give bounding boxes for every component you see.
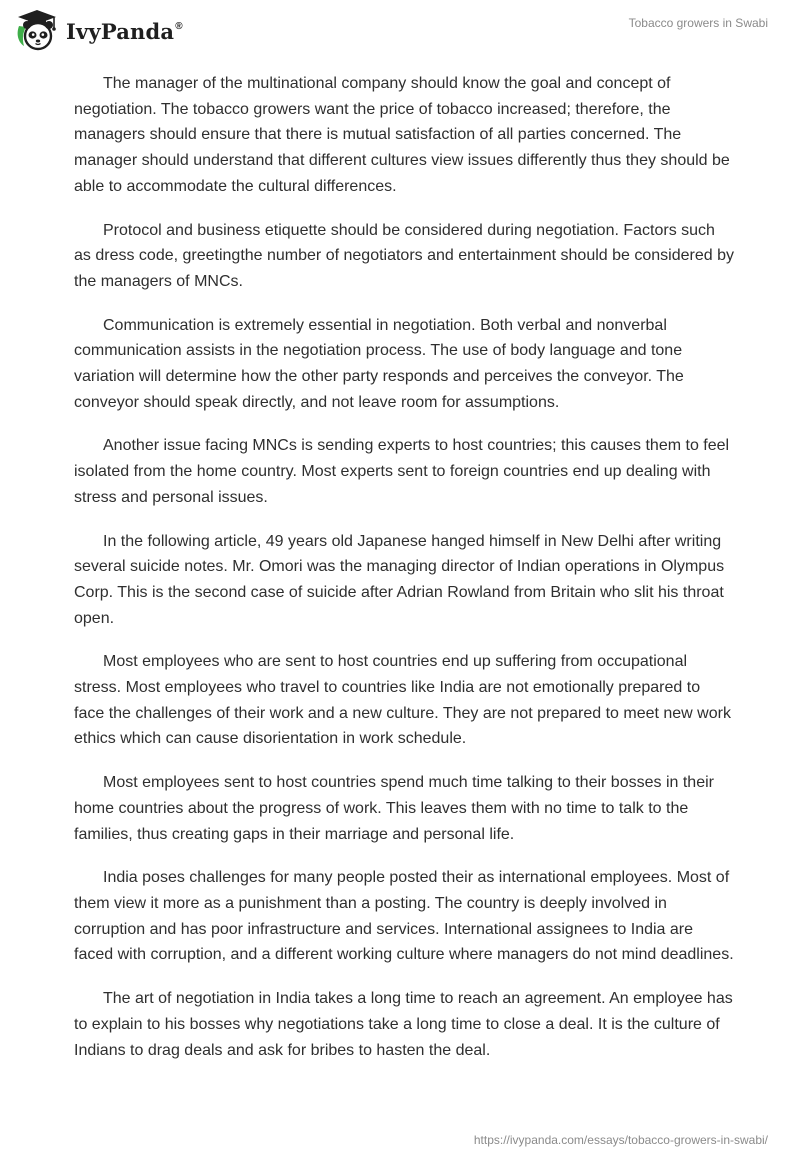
brand-name: IvyPanda® <box>66 18 183 44</box>
paragraph: In the following article, 49 years old Japanese hanged himself in New Delhi after writing several suicide notes. Mr. Omori was the managing director of Indian operations in Olympus Corp. This is the second case of suicide after Adrian Rowland from Britain who slit his throat open. <box>74 532 725 627</box>
paragraph: India poses challenges for many people posted their as international employees. Most of them view it more as a punishment than a posting. The country is deeply involved in corruption and has poor infrastructure and services. International assignees to India are faced with corruption, and a different working culture where managers do not mind deadlines. <box>74 869 734 964</box>
document-title: Tobacco growers in Swabi <box>628 16 768 30</box>
paragraph: Most employees who are sent to host countries end up suffering from occupational stress. Most employees who travel to countries like India are not emotionally prepared to face the challenges of their work and a new culture. They are not prepared to meet new work ethics which can cause disorientation in work schedule. <box>74 653 731 748</box>
panda-logo-icon <box>14 8 60 52</box>
page-header <box>0 0 800 60</box>
paragraph: The art of negotiation in India takes a long time to reach an agreement. An employee has to explain to his bosses why negotiations take a long time to close a deal. It is the culture of Indians to drag deals and ask for bribes to hasten the deal. <box>74 990 733 1059</box>
paragraph: The manager of the multinational company should know the goal and concept of negotiation. The tobacco growers want the price of tobacco increased; therefore, the managers should ensure that there is mutual satisfaction of all parties concerned. The manager should understand that different cultures view issues differently thus they should be able to accommodate the cultural differences. <box>74 75 730 195</box>
paragraph: Protocol and business etiquette should be considered during negotiation. Factors such as dress code, greetingthe number of negotiators and entertainment should be considered by the managers of MNCs. <box>74 221 734 290</box>
paragraph: Most employees sent to host countries spend much time talking to their bosses in their home countries about the progress of work. This leaves them with no time to talk to the families, thus creating gaps in their marriage and personal life. <box>74 774 714 843</box>
paragraph: Communication is extremely essential in negotiation. Both verbal and nonverbal communication assists in the negotiation process. The use of body language and tone variation will determine how the other party responds and perceives the conveyor. The conveyor should speak directly, and not leave room for assumptions. <box>74 316 684 411</box>
source-url[interactable]: https://ivypanda.com/essays/tobacco-growers-in-swabi/ <box>473 1133 768 1147</box>
paragraph: Another issue facing MNCs is sending experts to host countries; this causes them to feel isolated from the home country. Most experts sent to foreign countries end up dealing with stress and personal issues. <box>74 437 730 506</box>
brand-logo[interactable] <box>14 8 183 52</box>
registered-mark: ® <box>175 20 183 32</box>
essay-body <box>74 71 734 1081</box>
